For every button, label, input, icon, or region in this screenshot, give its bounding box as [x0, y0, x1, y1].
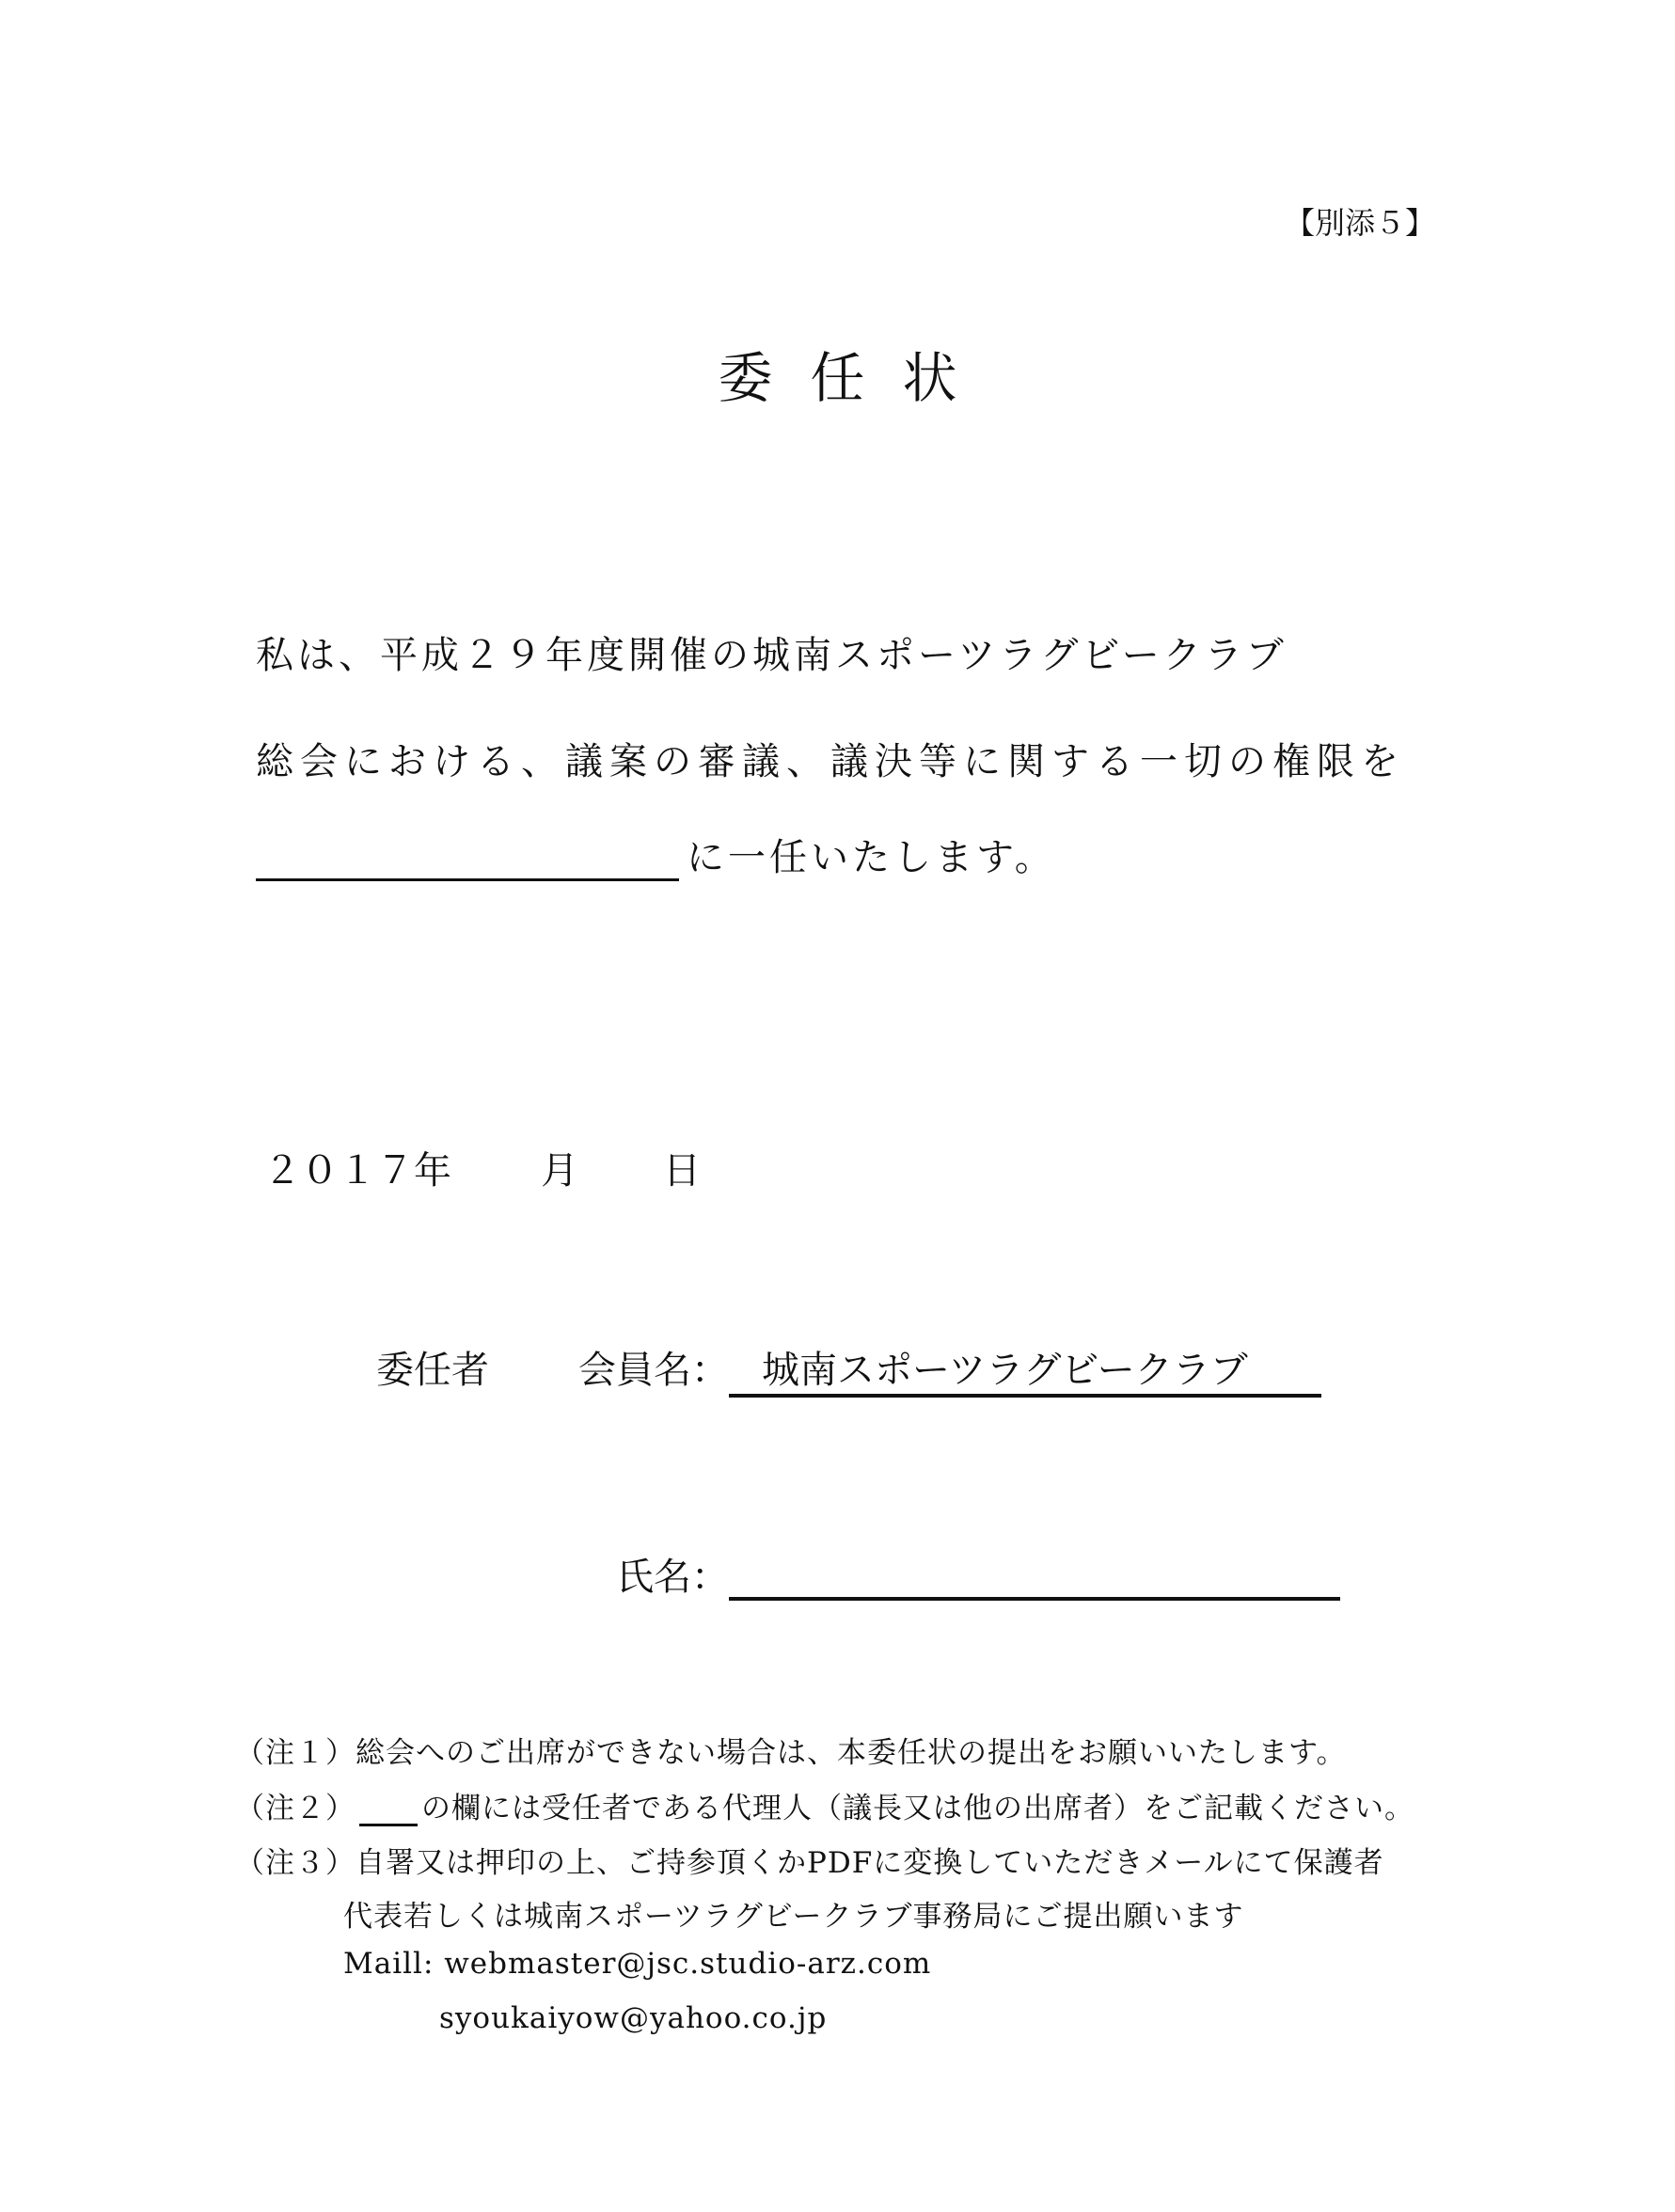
- date-year: ２０１７年: [263, 1149, 451, 1193]
- mail-address-2: syoukaiyow@yahoo.co.jp: [439, 2001, 828, 2035]
- attachment-label: 【別添５】: [1284, 205, 1435, 241]
- date-row: [263, 1141, 701, 1194]
- member-label: 会員名：: [578, 1349, 729, 1392]
- delegator-row: [376, 1340, 1321, 1398]
- signature-row: [616, 1547, 1340, 1601]
- note-2-blank: [359, 1795, 418, 1826]
- note-3-line-1: （注３）自署又は押印の上、ご持参頂くかPDFに変換していただきメールにて保護者: [235, 1846, 1384, 1880]
- proxy-name-blank[interactable]: [256, 837, 679, 881]
- body-line-1: 私は、平成２９年度開催の城南スポーツラグビークラブ: [256, 634, 1288, 677]
- note-2: [235, 1784, 1414, 1826]
- name-label: 氏名：: [616, 1556, 729, 1599]
- body-line-3-text: に一任いたします。: [687, 836, 1056, 879]
- delegator-label: 委任者: [376, 1349, 489, 1392]
- body-line-3: [256, 828, 1056, 881]
- note-1: （注１）総会へのご出席ができない場合は、本委任状の提出をお願いいたします。: [235, 1736, 1347, 1770]
- note-3-line-2: 代表若しくは城南スポーツラグビークラブ事務局にご提出願います: [343, 1900, 1244, 1934]
- document-title: 委任状: [718, 346, 995, 410]
- date-day: 日: [663, 1149, 701, 1193]
- member-name-field[interactable]: 城南スポーツラグビークラブ: [729, 1340, 1321, 1398]
- date-month: 月: [541, 1149, 578, 1193]
- name-field[interactable]: [729, 1552, 1340, 1601]
- body-line-2: 総会における、議案の審議、議決等に関する一切の権限を: [256, 740, 1405, 783]
- note-2-prefix: （注２）: [235, 1792, 356, 1825]
- mail-address-1: Maill: webmaster@jsc.studio-arz.com: [343, 1947, 932, 1981]
- note-2-text: の欄には受任者である代理人（議長又は他の出席者）をご記載ください。: [421, 1792, 1414, 1825]
